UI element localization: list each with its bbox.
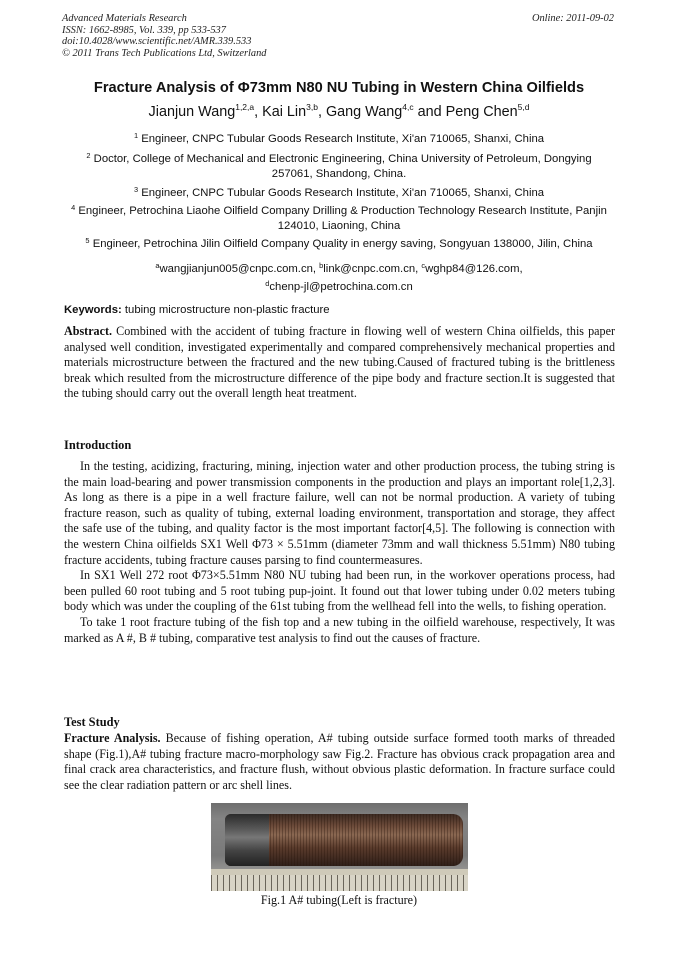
author-list	[0, 102, 678, 120]
issn-line: ISSN: 1662-8985, Vol. 339, pp 533-537	[62, 24, 226, 36]
introduction-body	[64, 459, 615, 646]
section-heading-test-study: Test Study	[64, 715, 120, 729]
journal-header	[62, 13, 266, 59]
affiliation: $^2$ Doctor, College of Mechanical and Electronic Engineering, China University of Petroleum, Dongying 257061, Shandong, China.	[86, 150, 592, 180]
copyright-line: © 2011 Trans Tech Publications Ltd, Switzerland	[62, 47, 267, 59]
author: Peng Chen$^{5,d}$	[445, 102, 530, 120]
figure-caption: Fig.1 A# tubing(Left is fracture)	[260, 893, 418, 907]
affiliation: $^3$ Engineer, CNPC Tubular Goods Research Institute, Xi'an 710065, Shanxi, China	[133, 185, 545, 200]
doi-line: doi:10.4028/www.scientific.net/AMR.339.533	[62, 36, 252, 48]
paragraph: To take 1 root fracture tubing of the fish top and a new tubing in the oilfield warehouse, respectively, It was marked as A #, B # tubing, comparative test analysis to find out the causes of fracture.	[64, 614, 615, 645]
author: Gang Wang$^{4,c}$ and	[325, 102, 446, 120]
abstract-label: Abstract.	[64, 324, 113, 338]
paragraph: Because of fishing operation, A# tubing outside surface formed tooth marks of threaded shape (Fig.1),A# tubing fracture macro-morphology saw Fig.2. Fracture has obvious crack propagation area and final crack area characteristics, and fracture flush, without obvious plastic deformation. In fracture surface could see the clear radiation pattern or arc shell lines.	[64, 731, 615, 792]
test-study-body	[64, 731, 615, 793]
affiliation: $^5$ Engineer, Petrochina Jilin Oilfield Company Quality in energy saving, Songyuan 138000, Jilin, China	[85, 235, 593, 250]
abstract	[64, 324, 615, 402]
abstract-text: Combined with the accident of tubing fracture in flowing well of western China oilfields, this paper analysed well condition, investigated experimentally and compared comprehensively mechanical properties and materials microstructure between the fractured and the new tubing.Caused of fractured tubing is the brittleness break which resulted from the microstructure difference of the pipe body and fracture section.It is suggested that the tubing should carry out the overall length heat treatment.	[64, 324, 615, 401]
email-link[interactable]: link@cnpc.com.cn	[323, 263, 416, 275]
email-link[interactable]: wangjianjun005@cnpc.com.cn	[159, 263, 313, 275]
keywords-label: Keywords:	[64, 304, 122, 316]
figure-tubing-photo	[211, 803, 468, 891]
ruler-edge	[211, 869, 468, 875]
paragraph: In SX1 Well 272 root Φ73×5.51mm N80 NU tubing had been run, in the workover operations process, had been pulled 60 root tubing and 5 root tubing pup-joint. It found out that lower tubing under 0.02 meters tubing body which was under the coupling of the 61st tubing from the wellhead fell into the wells, to fishing operation.	[64, 568, 615, 614]
email-link[interactable]: chenp-jl@petrochina.com.cn	[269, 280, 413, 293]
paragraph: In the testing, acidizing, fracturing, mining, injection water and other production process, the tubing string is the main load-bearing and power transmission components in the production and plays an important role[1,2,3]. As long as there is a pipe in a well fracture failure, well can not be normal production. A variety of tubing fracture reason, such as quality of tubing, external loading environment, transportation and storage, they affect the safe use of the tubing, and quality factor is the most important factor[4,5]. The following is connection with the western China oilfields SX1 Well Φ73 × 5.51mm (diameter 73mm and wall thickness 5.51mm) N80 tubing fracture accidents, tubing fracture causes parsing to find countermeasures.	[64, 459, 615, 567]
email-link[interactable]: wghp84@126.com	[425, 263, 520, 275]
keywords-text: tubing microstructure non-plastic fracture	[124, 304, 330, 316]
author: Jianjun Wang$^{1,2,a}$,	[148, 102, 263, 120]
affiliations	[70, 129, 608, 254]
author-emails: $^a$wangjianjun005@cnpc.com.cn, $^b$link@cnpc.com.cn, $^c$wghp84@126.com, $^d$chenp-jl@petrochina.com.cn	[155, 261, 523, 293]
author: Kai Lin$^{3,b}$,	[262, 102, 326, 120]
online-date: Online: 2011-09-02	[531, 13, 614, 24]
affiliation: $^4$ Engineer, Petrochina Liaohe Oilfield Company Drilling & Production Technology Research Institute, Panjin 124010, Liaoning, China	[71, 203, 607, 232]
subsection-label: Fracture Analysis.	[64, 731, 161, 745]
affiliation: $^1$ Engineer, CNPC Tubular Goods Research Institute, Xi'an 710065, Shanxi, China	[133, 131, 545, 145]
keywords	[64, 304, 330, 316]
section-heading-introduction: Introduction	[64, 438, 132, 452]
fracture-end-image	[225, 814, 269, 866]
paper-title: Fracture Analysis of Φ73mm N80 NU Tubing in Western China Oilfields	[93, 80, 585, 96]
journal-name: Advanced Materials Research	[62, 13, 187, 24]
